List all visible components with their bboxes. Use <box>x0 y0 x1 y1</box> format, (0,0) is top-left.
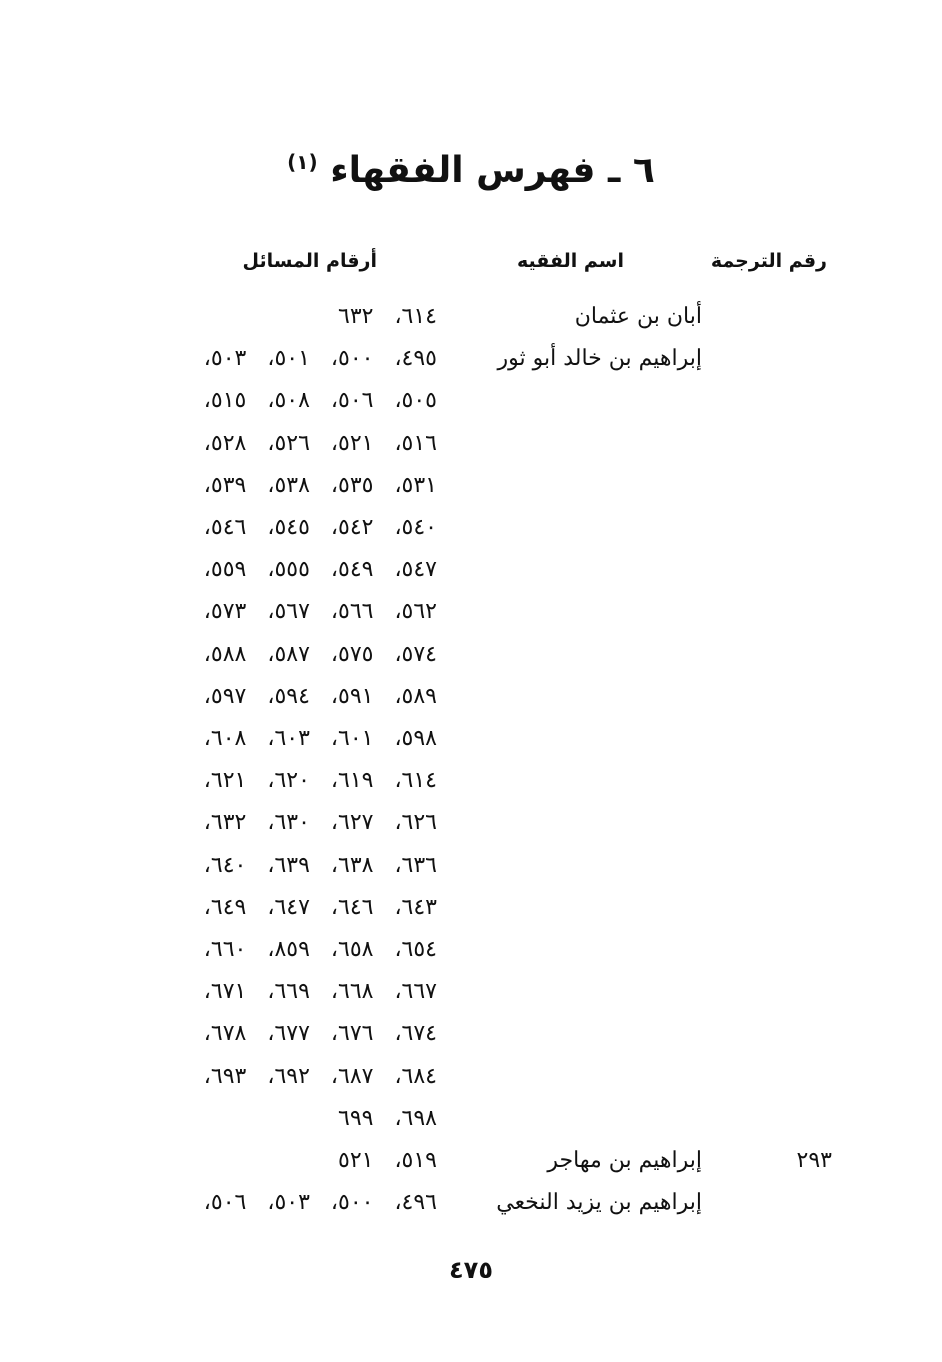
row-refs: ٦٩٨، ٦٩٩ <box>338 1105 437 1131</box>
row-refs: ٦٥٤، ٦٥٨، ٨٥٩، ٦٦٠، <box>203 937 437 962</box>
row-refs: ٦٤٣، ٦٤٦، ٦٤٧، ٦٤٩، <box>203 894 437 920</box>
row-name: إبراهيم بن مهاجر <box>547 1148 702 1173</box>
row-refs: ٦١٤، ٦١٩، ٦٢٠، ٦٢١، <box>203 768 437 794</box>
row-number: ٢٩٣ <box>796 1148 832 1173</box>
row-refs: ٦١٤، ٦٣٢ <box>338 304 437 329</box>
row-refs: ٥٤٧، ٥٤٩، ٥٥٥، ٥٥٩، <box>203 557 437 583</box>
table-row <box>0 427 942 469</box>
table-row <box>0 1144 942 1186</box>
table-row <box>0 680 942 722</box>
table-row <box>0 469 942 511</box>
row-refs: ٥٨٩، ٥٩١، ٥٩٤، ٥٩٧، <box>203 683 437 709</box>
row-name: إبراهيم بن يزيد النخعي <box>496 1190 702 1216</box>
table-row <box>0 891 942 933</box>
table-row <box>0 553 942 595</box>
row-refs: ٥٠٥، ٥٠٦، ٥٠٨، ٥١٥، <box>203 388 437 414</box>
title-footnote-marker: (١) <box>287 150 318 174</box>
row-refs: ٥٧٤، ٥٧٥، ٥٨٧، ٥٨٨، <box>203 641 437 667</box>
table-row <box>0 384 942 426</box>
row-refs: ٥٩٨، ٦٠١، ٦٠٣، ٦٠٨، <box>203 726 437 751</box>
table-row <box>0 1060 942 1102</box>
table-row <box>0 806 942 848</box>
table-row <box>0 342 942 384</box>
page-title <box>0 150 942 191</box>
row-refs: ٥٤٠، ٥٤٢، ٥٤٥، ٥٤٦، <box>203 515 437 540</box>
row-refs: ٦٣٦، ٦٣٨، ٦٣٩، ٦٤٠، <box>203 852 437 878</box>
row-name: أبان بن عثمان <box>574 304 702 329</box>
row-refs: ٥١٦، ٥٢١، ٥٢٦، ٥٢٨، <box>203 430 437 456</box>
row-refs: ٤٩٦، ٥٠٠، ٥٠٣، ٥٠٦، <box>203 1190 437 1216</box>
row-refs: ٦٧٤، ٦٧٦، ٦٧٧، ٦٧٨، <box>203 1021 437 1047</box>
row-refs: ٥٦٢، ٥٦٦، ٥٦٧، ٥٧٣، <box>203 599 437 625</box>
table-row <box>0 638 942 680</box>
table-row <box>0 764 942 806</box>
table-row <box>0 511 942 553</box>
row-refs: ٤٩٥، ٥٠٠، ٥٠١، ٥٠٣، <box>203 346 437 372</box>
table-row <box>0 1017 942 1059</box>
table-row <box>0 300 942 342</box>
table-row <box>0 722 942 764</box>
header-refs: أرقام المسائل <box>242 250 377 272</box>
table-row <box>0 975 942 1017</box>
header-name: اسم الفقيه <box>517 250 624 272</box>
header-number: رقم الترجمة <box>710 250 827 272</box>
row-refs: ٦٦٧، ٦٦٨، ٦٦٩، ٦٧١، <box>203 979 437 1005</box>
row-refs: ٦٨٤، ٦٨٧، ٦٩٢، ٦٩٣، <box>203 1063 437 1089</box>
row-refs: ٥٣١، ٥٣٥، ٥٣٨، ٥٣٩، <box>203 472 437 498</box>
row-refs: ٦٢٦، ٦٢٧، ٦٣٠، ٦٣٢، <box>203 810 437 836</box>
table-row <box>0 595 942 637</box>
table-row <box>0 1186 942 1228</box>
table-row <box>0 933 942 975</box>
row-refs: ٥١٩، ٥٢١ <box>338 1148 437 1173</box>
title-text: ٦ ـ فهرس الفقهاء <box>330 150 655 191</box>
row-name: إبراهيم بن خالد أبو ثور <box>497 346 702 372</box>
page-number: ٤٧٥ <box>449 1256 493 1284</box>
table-row <box>0 849 942 891</box>
table-row <box>0 1102 942 1144</box>
